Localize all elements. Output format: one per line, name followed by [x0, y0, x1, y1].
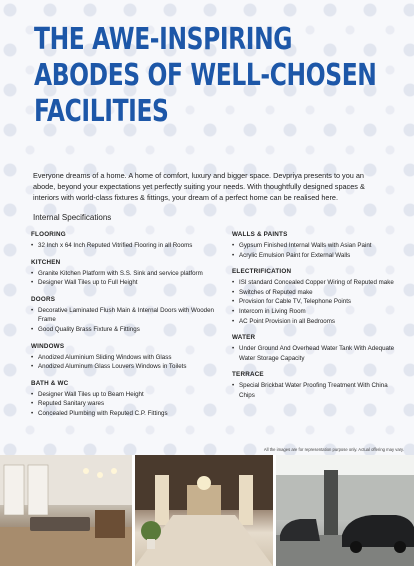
spec-category-water: WATER	[232, 334, 256, 342]
spec-list-walls-paints	[232, 241, 402, 260]
spec-category-walls-paints: WALLS & PAINTS	[232, 231, 288, 238]
spec-item: • AC Point Provision in all Bedrooms	[232, 317, 402, 327]
spec-list-doors	[31, 306, 231, 335]
spec-item: • Acrylic Emulsion Paint for External Walls	[232, 251, 402, 261]
spec-item: • Designer Wall Tiles up to Beam Height	[31, 390, 231, 400]
spec-list-water	[232, 344, 402, 363]
spec-category-windows: WINDOWS	[31, 342, 65, 350]
spec-item: • Good Quality Brass Fixture & Fittings	[31, 325, 231, 335]
specs-right-column	[232, 231, 402, 409]
spec-item: • Provision for Cable TV, Telephone Points	[232, 297, 402, 307]
spec-item: • Reputed Sanitary wares	[31, 399, 231, 409]
spec-list-flooring	[31, 241, 231, 251]
spec-item: • 32 Inch x 64 Inch Reputed Vitrified Flooring in all Rooms	[31, 241, 231, 251]
spec-item: • Special Brickbat Water Proofing Treatment With China Chips	[232, 381, 402, 400]
spec-category-kitchen: KITCHEN	[31, 258, 61, 266]
spec-list-electrification	[232, 278, 402, 326]
spec-category-doors: DOORS	[31, 295, 56, 303]
spec-list-kitchen	[31, 269, 231, 288]
spec-item: • Anodized Aluminum Glass Louvers Windows in Toilets	[31, 362, 231, 372]
title-line-2: ABODES OF WELL-CHOSEN	[34, 58, 377, 93]
lobby-illustration	[135, 455, 273, 566]
spec-category-flooring: FLOORING	[31, 231, 66, 238]
specs-left-column	[31, 231, 231, 427]
disclaimer-text: All the images are for representation purpose only. Actual offering may vary.	[263, 447, 404, 452]
spec-category-bath-wc: BATH & WC	[31, 379, 69, 387]
spec-list-windows	[31, 353, 231, 372]
photo-strip	[0, 455, 414, 566]
spec-item: • Gypsum Finished Internal Walls with Asian Paint	[232, 241, 402, 251]
title-line-1: THE AWE-INSPIRING	[34, 22, 293, 57]
living-room-photo	[0, 455, 132, 566]
spec-category-terrace: TERRACE	[232, 371, 264, 379]
parking-illustration	[276, 455, 414, 566]
intro-paragraph: Everyone dreams of a home. A home of comfort, luxury and bigger space. Devpriya presents to you an abode, beyond your expectations yet perfectly suiting your needs. With thoughtfully designed spaces & interiors with world-class fixtures & fittings, your dream of a perfect home can be realised here.	[33, 171, 365, 202]
spec-item: • Granite Kitchen Platform with S.S. Sink and service platform	[31, 269, 231, 279]
spec-item: • Concealed Plumbing with Reputed C.P. Fittings	[31, 409, 231, 419]
spec-category-electrification: ELECTRIFICATION	[232, 268, 292, 276]
spec-item: • Decorative Laminated Flush Main & Internal Doors with Wooden Frame	[31, 306, 231, 325]
spec-item: • Anodized Aluminium Sliding Windows with Glass	[31, 353, 231, 363]
living-room-illustration	[0, 455, 132, 566]
lobby-photo	[135, 455, 273, 566]
spec-item: • Under Ground And Overhead Water Tank With Adequate Water Storage Capacity	[232, 344, 402, 363]
spec-item: • Switches of Reputed make	[232, 288, 402, 298]
parking-photo	[276, 455, 414, 566]
spec-item: • Intercom in Living Room	[232, 307, 402, 317]
spec-list-terrace	[232, 381, 402, 400]
section-heading: Internal Specifications	[33, 213, 112, 222]
spec-list-bath-wc	[31, 390, 231, 419]
spec-item: • ISI standard Concealed Copper Wiring of Reputed make	[232, 278, 402, 288]
page-title	[34, 22, 393, 130]
spec-item: • Designer Wall Tiles up to Full Height	[31, 278, 231, 288]
title-line-3: FACILITIES	[34, 94, 169, 129]
